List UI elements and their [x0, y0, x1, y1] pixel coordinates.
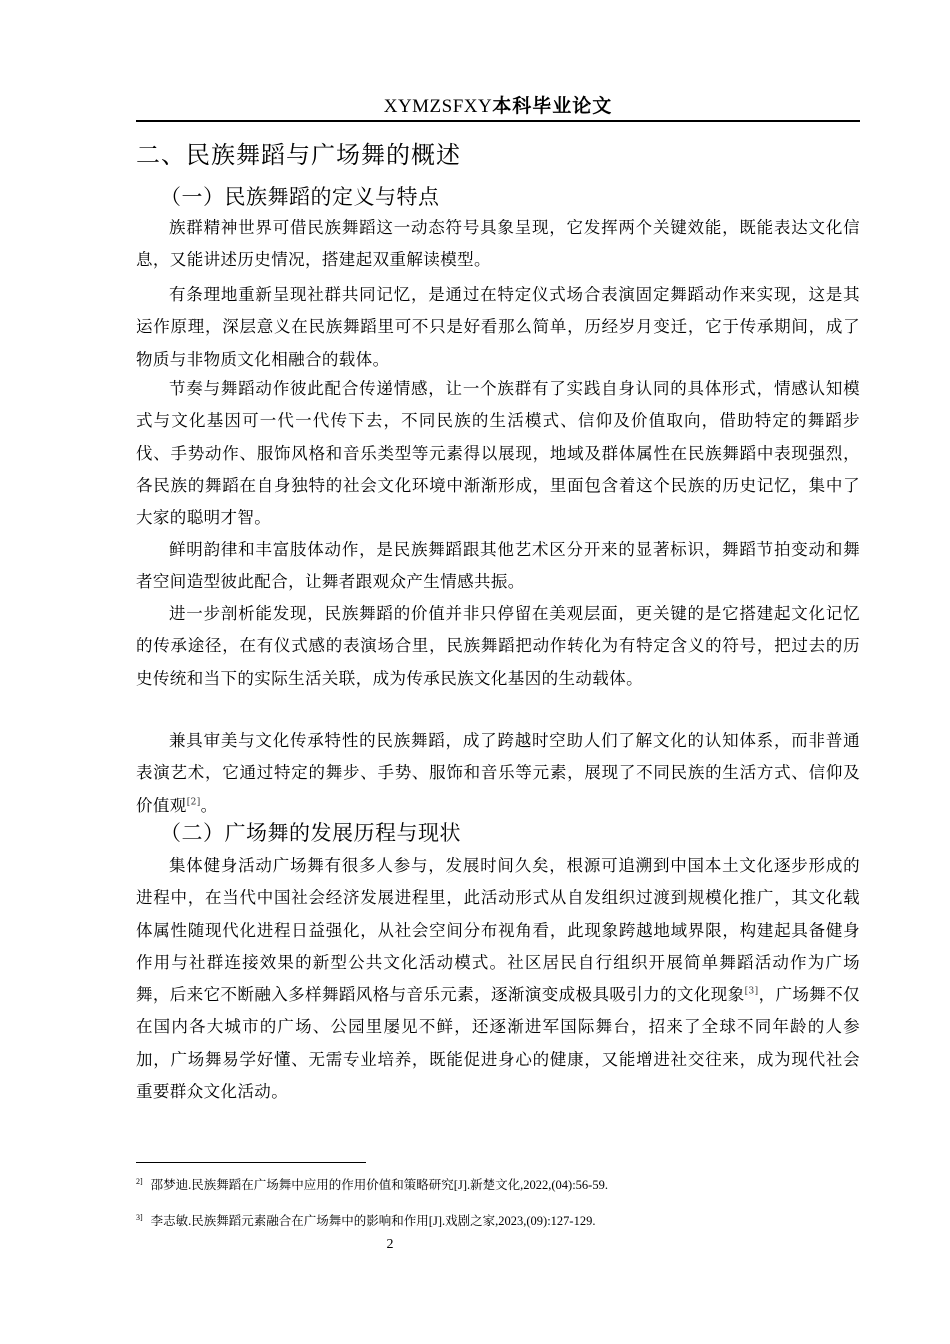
footnote-mark: 3]	[136, 1212, 143, 1222]
paragraph-text-continued: ，广场舞不仅在国内各大城市的广场、公园里屡见不鲜，还逐渐进军国际舞台，招来了全球不同年龄的人参加，广场舞易学好懂、无需专业培养，既能促进身心的健康，又能增进社交往来，成为现代社会重要群众文化活动。	[136, 985, 860, 1102]
paragraph	[136, 850, 860, 1108]
paragraph: 节奏与舞蹈动作彼此配合传递情感，让一个族群有了实践自身认同的具体形式，情感认知模式与文化基因可一代一代传下去，不同民族的生活模式、信仰及价值取向，借助特定的舞蹈步伐、手势动作、服饰风格和音乐类型等元素得以展现，地域及群体属性在民族舞蹈中表现强烈，各民族的舞蹈在自身独特的社会文化环境中渐渐形成，里面包含着这个民族的历史记忆，集中了大家的聪明才智。	[136, 379, 860, 528]
footnote-text: 李志敏.民族舞蹈元素融合在广场舞中的影响和作用[J].戏剧之家,2023,(09):127-129.	[150, 1214, 596, 1228]
page-number: 2	[386, 1237, 394, 1252]
header-rule	[136, 120, 860, 122]
paragraph-text: 兼具审美与文化传承特性的民族舞蹈，成了跨越时空助人们了解文化的认知体系，而非普通表演艺术，它通过特定的舞步、手势、服饰和音乐等元素，展现了不同民族的生活方式、信仰及价值观	[136, 731, 860, 815]
section-heading-2: （二）广场舞的发展历程与现状	[160, 821, 461, 845]
paragraph-end: 。	[200, 795, 218, 815]
footnote-text: 邵梦迪.民族舞蹈在广场舞中应用的作用价值和策略研究[J].新楚文化,2022,(04):56-59.	[150, 1178, 608, 1192]
footnote-mark: 2]	[136, 1176, 143, 1186]
paragraph: 鲜明韵律和丰富肢体动作，是民族舞蹈跟其他艺术区分开来的显著标识，舞蹈节拍变动和舞者空间造型彼此配合，让舞者跟观众产生情感共振。	[136, 540, 860, 592]
header-label: 本科毕业论文	[492, 95, 613, 117]
header-code: XYMZSFXY	[383, 96, 493, 117]
citation-ref[interactable]: [3]	[744, 986, 759, 997]
section-heading-1: （一）民族舞蹈的定义与特点	[160, 185, 440, 209]
chapter-title: 二、民族舞蹈与广场舞的概述	[136, 141, 461, 169]
page-header	[136, 94, 860, 120]
paragraph-text: 集体健身活动广场舞有很多人参与，发展时间久矣，根源可追溯到中国本土文化逐步形成的进程中，在当代中国社会经济发展进程里，此活动形式从自发组织过渡到规模化推广，其文化载体属性随现代化进程日益强化，从社会空间分布视角看，此现象跨越地域界限，构建起具备健身作用与社群连接效果的新型公共文化活动模式。社区居民自行组织开展简单舞蹈活动作为广场舞，后来它不断融入多样舞蹈风格与音乐元素，逐渐演变成极具吸引力的文化现象	[136, 856, 860, 1005]
footnote-separator	[136, 1162, 366, 1163]
paragraph	[136, 725, 860, 822]
footnote	[136, 1212, 860, 1230]
footnote	[136, 1176, 860, 1194]
paragraph: 有条理地重新呈现社群共同记忆，是通过在特定仪式场合表演固定舞蹈动作来实现，这是其运作原理，深层意义在民族舞蹈里可不只是好看那么简单，历经岁月变迁，它于传承期间，成了物质与非物质文化相融合的载体。	[136, 285, 860, 369]
paragraph: 进一步剖析能发现，民族舞蹈的价值并非只停留在美观层面，更关键的是它搭建起文化记忆的传承途径，在有仪式感的表演场合里，民族舞蹈把动作转化为有特定含义的符号，把过去的历史传统和当下的实际生活关联，成为传承民族文化基因的生动载体。	[136, 604, 860, 688]
paragraph: 族群精神世界可借民族舞蹈这一动态符号具象呈现，它发挥两个关键效能，既能表达文化信息，又能讲述历史情况，搭建起双重解读模型。	[136, 218, 860, 270]
citation-ref[interactable]: [2]	[186, 797, 201, 808]
